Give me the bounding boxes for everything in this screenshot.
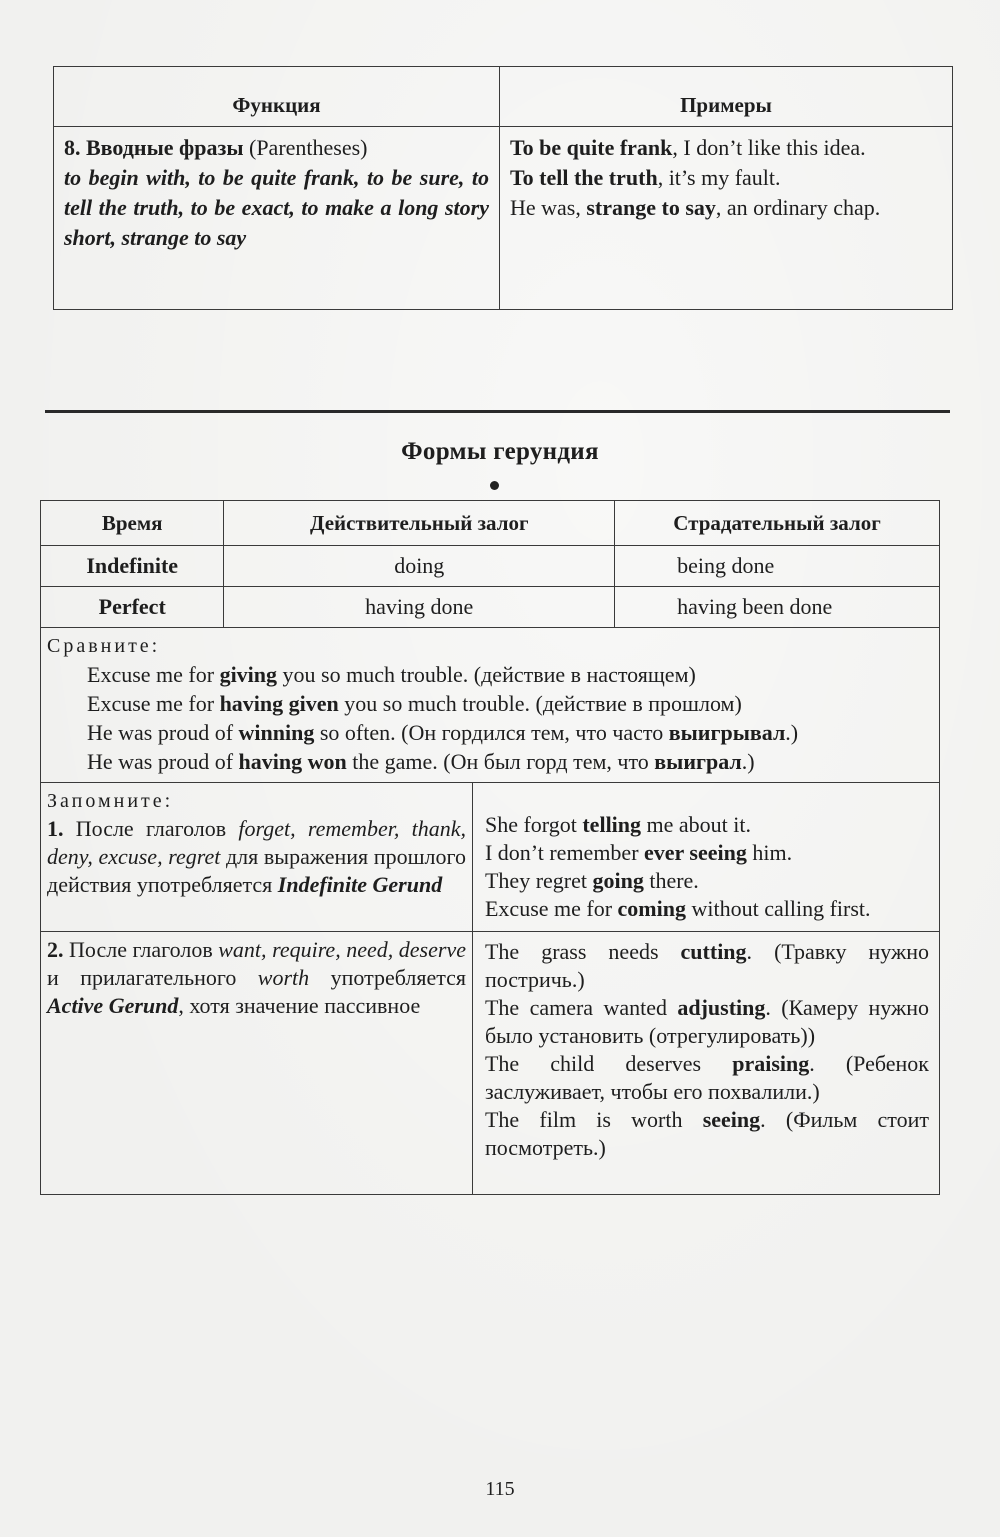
text: . (Ребенок заслуживает, чтобы его похвалили.): [484, 1051, 929, 1104]
text: him.: [746, 840, 793, 865]
section-divider: [45, 410, 950, 413]
passive-form: being done: [615, 546, 940, 587]
example-line: [485, 1106, 929, 1162]
gerund-bold: giving: [219, 662, 278, 687]
compare-cell: [41, 628, 940, 783]
rule-text: После глаголов: [63, 937, 219, 962]
active-form: having done: [224, 587, 615, 628]
text: . (Травку нужно постричь.): [484, 939, 929, 992]
example-text: , it’s my fault.: [657, 165, 781, 190]
rule-text: для выражения прошлого действия употребляется: [47, 844, 466, 897]
gerund-bold: winning: [238, 720, 315, 745]
text: the game. (Он был горд тем, что: [346, 749, 655, 774]
example-line: [510, 193, 942, 223]
gerund-bold: ever seeing: [644, 840, 747, 865]
example-line: [485, 938, 929, 994]
function-phrases: to begin with, to be quite frank, to be sure, to tell the truth, to be exact, to make a long story short, strange to say: [64, 165, 489, 250]
text: Excuse me for: [484, 896, 618, 921]
header-active-voice: Действительный залог: [224, 501, 615, 546]
text: you so much trouble. (действие в прошлом): [338, 691, 742, 716]
rule-text: употребляется: [309, 965, 466, 990]
text: you so much trouble. (действие в настоящем): [277, 662, 696, 687]
example-line: [510, 163, 942, 193]
text: so often. (Он гордился тем, что часто: [314, 720, 669, 745]
example-bold: strange to say: [586, 195, 716, 220]
active-form: doing: [224, 546, 615, 587]
compare-label: Сравните:: [47, 635, 161, 657]
function-title-en: (Parentheses): [249, 135, 368, 160]
text: The grass needs: [484, 939, 681, 964]
example-bold: To be quite frank: [510, 135, 673, 160]
example-line: [485, 839, 929, 867]
text: Excuse me for: [87, 691, 220, 716]
text: The camera wanted: [484, 995, 678, 1020]
remember-row-2: [41, 932, 940, 1195]
text: I don’t remember: [484, 840, 645, 865]
example-text: , an ordinary chap.: [715, 195, 881, 220]
function-cell: [54, 127, 500, 310]
text: me about it.: [641, 812, 752, 837]
example-line: [485, 895, 929, 923]
translation-bold: выигрывал: [668, 720, 786, 745]
gerund-header-row: [41, 501, 940, 546]
example-line: [510, 133, 942, 163]
tense-label: Indefinite: [41, 546, 224, 587]
gerund-bold: seeing: [702, 1107, 761, 1132]
gerund-forms-table: [40, 500, 940, 1195]
text: without calling first.: [686, 896, 871, 921]
rule-number: 1.: [47, 816, 64, 841]
rule-number: 2.: [47, 937, 64, 962]
tense-label: Perfect: [41, 587, 224, 628]
text: . (Камеру нужно было установить (отрегулировать)): [484, 995, 929, 1048]
rule-text: , хотя значение пассивное: [178, 993, 421, 1018]
gerund-bold: praising: [732, 1051, 810, 1076]
section-title: Формы герундия: [401, 438, 599, 465]
rule-term: Indefinite Gerund: [277, 872, 443, 897]
text: He was proud of: [87, 749, 239, 774]
gerund-bold: adjusting: [677, 995, 766, 1020]
example-line: [485, 994, 929, 1050]
passive-form: having been done: [615, 587, 940, 628]
remember-row-1: [41, 783, 940, 932]
functions-table-header-row: [54, 67, 953, 127]
rule-examples-cell: [472, 932, 939, 1195]
rule-text: После глаголов: [63, 816, 239, 841]
gerund-bold: going: [592, 868, 644, 893]
gerund-bold: cutting: [680, 939, 747, 964]
rule-examples-cell: [472, 783, 939, 932]
rule-term: Active Gerund: [47, 993, 179, 1018]
gerund-bold: coming: [617, 896, 686, 921]
example-text: , I don’t like this idea.: [672, 135, 866, 160]
function-number: 8.: [64, 135, 81, 160]
compare-line: [87, 660, 933, 689]
rule-cell: [41, 783, 473, 932]
text: The child deserves: [484, 1051, 733, 1076]
example-line: [485, 1050, 929, 1106]
functions-table: [53, 66, 953, 310]
compare-lines: [47, 660, 933, 776]
header-passive-voice: Страдательный залог: [615, 501, 940, 546]
text: He was proud of: [87, 720, 239, 745]
remember-label: Запомните:: [47, 790, 174, 812]
text: Excuse me for: [87, 662, 220, 687]
example-bold: To tell the truth: [510, 165, 658, 190]
text: She forgot: [484, 812, 583, 837]
text: .): [785, 720, 799, 745]
gerund-bold: having given: [219, 691, 339, 716]
text: They regret: [484, 868, 593, 893]
text: The film is worth: [484, 1107, 703, 1132]
gerund-bold: telling: [582, 812, 642, 837]
table-row: [54, 127, 953, 310]
compare-line: [87, 747, 933, 776]
page-number: 115: [485, 1478, 515, 1500]
example-line: [485, 811, 929, 839]
table-row: [41, 587, 940, 628]
rule-adjective: worth: [257, 965, 310, 990]
header-tense: Время: [41, 501, 224, 546]
rule-text: и прилагательного: [47, 965, 258, 990]
table-row: [41, 546, 940, 587]
rule-verbs: forget, remember, thank, deny, excuse, regret: [47, 816, 466, 869]
compare-line: [87, 689, 933, 718]
function-title: Вводные фразы: [86, 135, 244, 160]
text: . (Фильм стоит посмотреть.): [484, 1107, 929, 1160]
gerund-bold: having won: [238, 749, 347, 774]
compare-line: [87, 718, 933, 747]
text: there.: [643, 868, 699, 893]
example-line: [485, 867, 929, 895]
example-text: He was,: [510, 195, 587, 220]
bullet-dot-icon: [490, 481, 499, 490]
header-examples: Примеры: [500, 67, 953, 127]
text: .): [741, 749, 755, 774]
header-function: Функция: [54, 67, 500, 127]
translation-bold: выиграл: [654, 749, 742, 774]
compare-row: [41, 628, 940, 783]
examples-cell: [500, 127, 953, 310]
rule-verbs: want, require, need, deserve: [218, 937, 466, 962]
rule-cell: [41, 932, 473, 1195]
